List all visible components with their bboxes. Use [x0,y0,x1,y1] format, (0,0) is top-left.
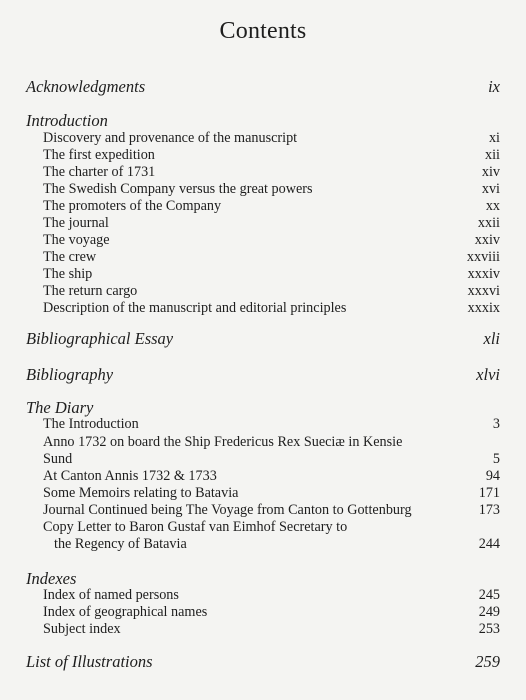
toc-entry [0,163,526,181]
entry-label: Discovery and provenance of the manuscript [43,130,298,146]
entry-label: The first expedition [43,147,155,163]
toc-entry [0,535,526,553]
page-number: xiv [481,164,500,180]
entry-label: The promoters of the Company [43,198,222,214]
page-number: 173 [478,502,500,518]
section-label: Bibliographical Essay [26,329,174,348]
page-number: xii [485,147,500,163]
toc-entry [0,299,526,317]
page-number: xi [488,130,500,146]
toc-entry [0,433,526,451]
page-title: Contents [219,18,307,44]
toc-entry [0,501,526,519]
page-number: xvi [481,181,500,197]
toc-entry [0,415,526,433]
toc-entry [0,620,526,638]
page-number: xx [485,198,500,214]
toc-entry [0,180,526,198]
entry-label: The journal [43,215,109,231]
page-number: xlvi [476,365,500,384]
section-label: Bibliography [26,365,114,384]
entry-label: Journal Continued being The Voyage from Canton to Gottenburg [43,502,412,518]
toc-entry [0,484,526,502]
page-number: xxxvi [467,283,500,299]
section-label: Acknowledgments [26,77,146,96]
toc-entry [0,248,526,266]
toc-entry [0,265,526,283]
page-number: 253 [478,621,500,637]
toc-entry [0,129,526,147]
entry-label: The voyage [43,232,110,248]
entry-label: The Swedish Company versus the great powers [43,181,313,197]
page-number: 3 [492,416,500,432]
page-number: 249 [478,604,500,620]
toc-section-list-of-illustrations [0,651,526,673]
section-label: List of Illustrations [26,652,153,671]
entry-label: Anno 1732 on board the Ship Fredericus Rex Sueciæ in Kensie [43,434,403,450]
entry-label: The charter of 1731 [43,164,156,180]
entry-label: The return cargo [43,283,138,299]
toc-entry [0,282,526,300]
page-number: 244 [478,536,500,552]
toc-entry [0,467,526,485]
entry-label: At Canton Annis 1732 & 1733 [43,468,217,484]
page-number: xxxiv [467,266,500,282]
entry-label: The crew [43,249,97,265]
page-number: 259 [475,652,500,671]
page-number: xli [483,329,500,348]
page-number: xxii [477,215,500,231]
toc-entry [0,231,526,249]
toc-entry [0,450,526,468]
page-number: 94 [485,468,500,484]
entry-label: Some Memoirs relating to Batavia [43,485,239,501]
entry-label: Description of the manuscript and editorial principles [43,300,347,316]
toc-entry [0,146,526,164]
entry-label: The Introduction [43,416,139,432]
section-label: Introduction [26,111,108,130]
entry-label: Index of geographical names [43,604,208,620]
toc-entry [0,197,526,215]
page-number: 5 [492,451,500,467]
toc-section-bibliography [0,364,526,386]
entry-label: Index of named persons [43,587,179,603]
toc-entry [0,518,526,536]
toc-entry [0,603,526,621]
section-label: The Diary [26,398,94,417]
toc-section-bibliographical-essay [0,328,526,350]
section-label: Indexes [26,569,77,588]
page-number: ix [488,77,500,96]
entry-label: Copy Letter to Baron Gustaf van Eimhof Secretary to [43,519,348,535]
entry-label: Subject index [43,621,121,637]
entry-label: the Regency of Batavia [54,536,187,552]
entry-label: The ship [43,266,93,282]
toc-entry [0,214,526,232]
page-number: xxxix [467,300,500,316]
entry-label: Sund [43,451,73,467]
toc-entry [0,586,526,604]
page-number: 245 [478,587,500,603]
page-number: xxiv [474,232,500,248]
page-number: 171 [478,485,500,501]
toc-section-acknowledgments [0,76,526,98]
page-number: xxviii [466,249,500,265]
